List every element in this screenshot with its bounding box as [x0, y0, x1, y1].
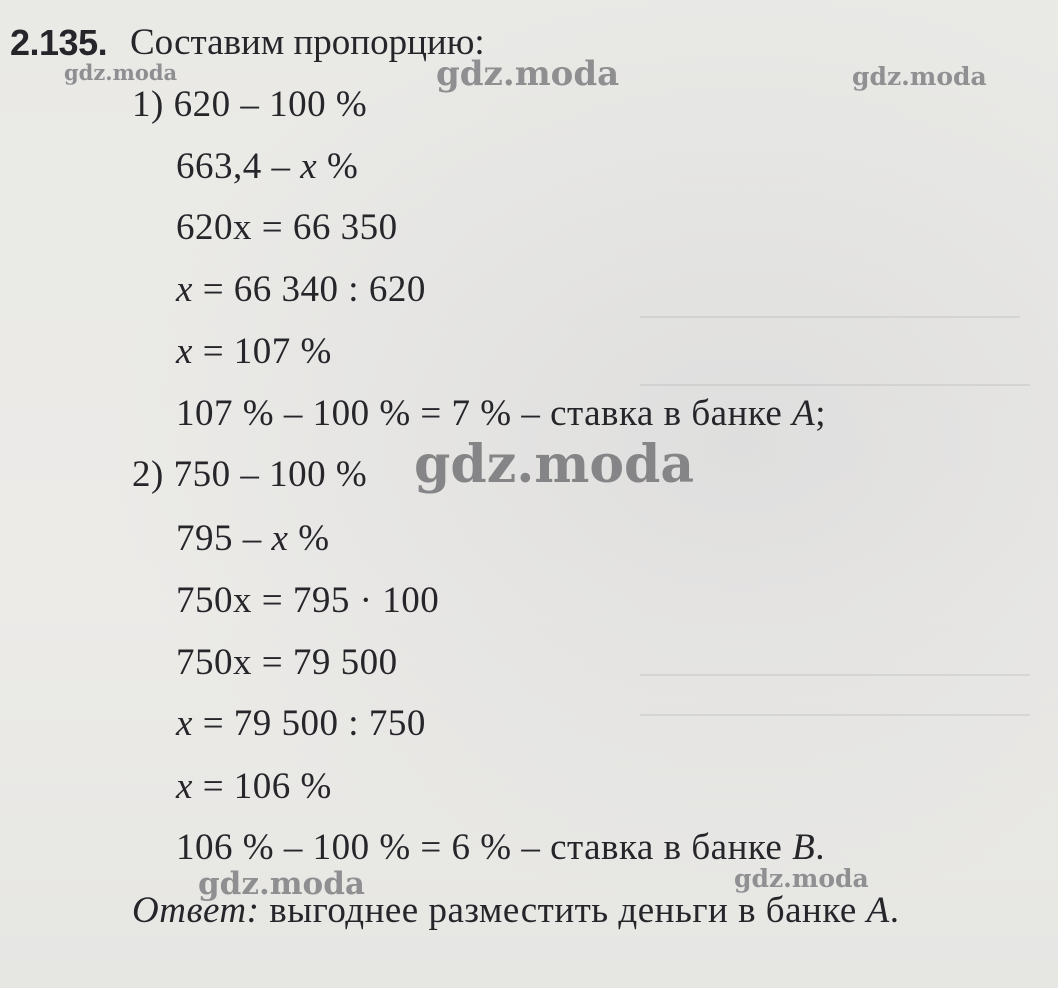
problem-number: 2.135.	[10, 22, 108, 63]
solution-line: x = 66 340 : 620	[176, 269, 426, 310]
answer-text: выгоднее разместить деньги в банке A.	[269, 890, 900, 931]
watermark: gdz.moda	[64, 60, 178, 85]
answer-label: Ответ:	[132, 890, 260, 931]
solution-line: 750x = 795 · 100	[176, 580, 440, 621]
solution-line: x = 79 500 : 750	[176, 703, 426, 744]
solution-line: 1) 620 – 100 %	[132, 84, 368, 125]
watermark: gdz.moda	[198, 866, 365, 902]
solution-line: x = 106 %	[176, 766, 332, 807]
solution-line: 107 % – 100 % = 7 % – ставка в банке A;	[176, 393, 826, 434]
bleed-through-text	[640, 690, 1030, 724]
problem-intro: Составим пропорцию:	[130, 22, 485, 63]
bleed-through-text	[640, 360, 1030, 394]
solution-line: 106 % – 100 % = 6 % – ставка в банке B.	[176, 827, 825, 868]
bleed-through-text	[640, 650, 1030, 684]
watermark: gdz.moda	[734, 864, 869, 893]
bleed-through-text	[640, 292, 1020, 326]
solution-line: 750x = 79 500	[176, 642, 398, 683]
watermark: gdz.moda	[436, 54, 620, 94]
watermark: gdz.moda	[852, 62, 987, 91]
solution-line: 795 – x %	[176, 518, 330, 559]
solution-line: 2) 750 – 100 %	[132, 454, 368, 495]
solution-line: 663,4 – x %	[176, 146, 359, 187]
watermark: gdz.moda	[414, 434, 695, 495]
solution-line: x = 107 %	[176, 331, 332, 372]
solution-line: 620x = 66 350	[176, 207, 398, 248]
